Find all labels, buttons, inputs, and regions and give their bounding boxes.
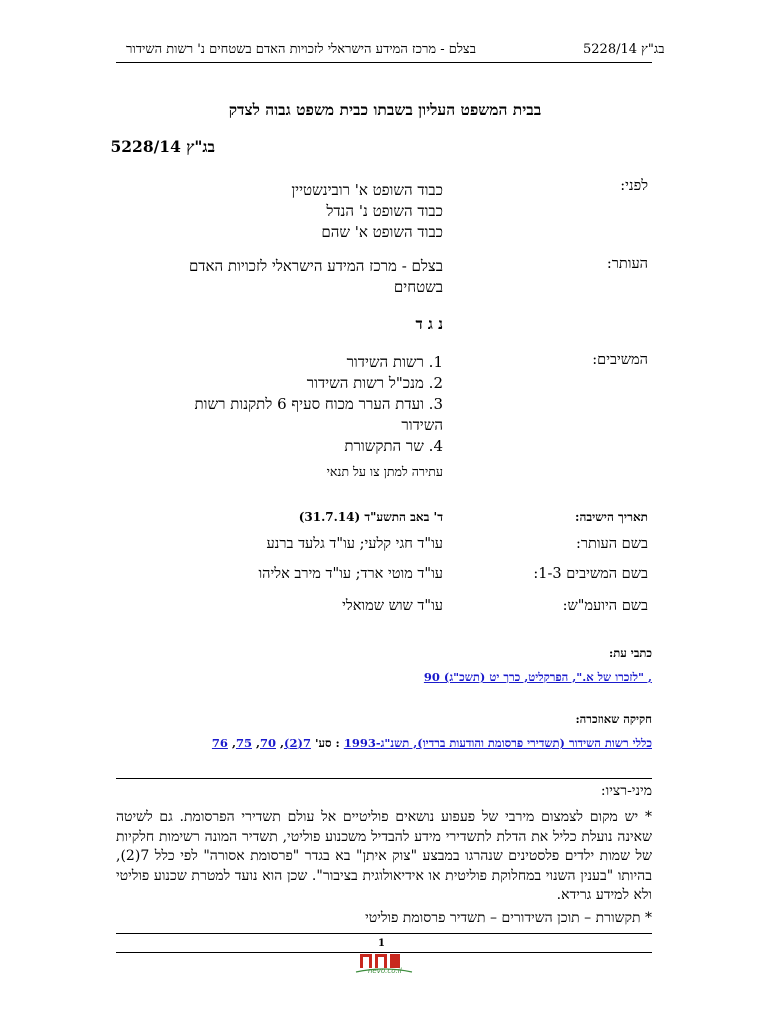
header-case-ref: בג"ץ 5228/14 bbox=[583, 42, 665, 57]
section-link-76[interactable]: 76 bbox=[211, 736, 228, 750]
nevo-logo-text: nevo.co.il bbox=[368, 967, 402, 975]
respondents-label: המשיבים: bbox=[592, 352, 648, 368]
respondent-4: 4. שר התקשורת bbox=[344, 437, 443, 455]
respondent-3-cont: השידור bbox=[401, 416, 443, 434]
versus: נ ג ד bbox=[415, 315, 443, 333]
literature-link[interactable]: , "לזכרו של א.", הפרקליט, כרך יט (תשכ"ג) 90 bbox=[423, 670, 652, 684]
for-petitioner-label: בשם העותר: bbox=[575, 536, 648, 552]
for-respondents-label: בשם המשיבים 1-3: bbox=[533, 566, 648, 582]
judge-3: כבוד השופט א' שהם bbox=[321, 223, 443, 241]
summary-top-rule bbox=[116, 778, 652, 779]
for-ag-label: בשם היועמ"ש: bbox=[562, 598, 648, 614]
for-petitioner-value: עו"ד חגי קלעי; עו"ד גלעד ברנע bbox=[266, 536, 443, 552]
summary-paragraph: * יש מקום לצמצום מירבי של פעפוע נושאים פוליטיים אל עולם תשדירי הפרסומת. גם לשיטה שאינה נועלת כליל את הדלת לתשדירי מידע להבדיל משכנוע פוליטי, תשדיר המונה רשימות חלקיות של שמות ילדים פלסטינים שנהרגו במבצע "צוק איתן" בא בגדר "פרסומת אסורה" לפי כלל 7(2), בהיותו "בענין השנוי במחלוקת פוליטית או אידיאולוגית בציבור". שכן הוא נועד למטרת שכנוע פוליטי ולא למידע גרידא. bbox=[116, 809, 652, 903]
respondent-2: 2. מנכ"ל רשות השידור bbox=[306, 374, 443, 392]
legislation-line: כללי רשות השידור (תשדירי פרסומת והודעות ברדיו), תשנ"ג-1993 : סע' 7(2), 70, 75, 76 bbox=[211, 736, 652, 750]
nevo-logo bbox=[354, 952, 414, 978]
judge-1: כבוד השופט א' רובינשטיין bbox=[291, 181, 443, 199]
judges-list bbox=[291, 180, 443, 243]
page-number: 1 bbox=[378, 938, 385, 949]
respondents-list bbox=[195, 352, 444, 457]
for-ag-value: עו"ד שוש שמואלי bbox=[342, 598, 443, 614]
sections-label: : סע' bbox=[314, 736, 340, 750]
for-respondents-value: עו"ד מוטי ארד; עו"ד מירב אליהו bbox=[258, 566, 443, 582]
case-number: בג"ץ 5228/14 bbox=[110, 137, 215, 156]
legislation-link[interactable]: כללי רשות השידור (תשדירי פרסומת והודעות ברדיו), תשנ"ג-1993 bbox=[343, 736, 652, 750]
literature-title: כתבי עת: bbox=[609, 646, 652, 660]
petitioner-label: העותר: bbox=[606, 256, 648, 272]
header-rule bbox=[116, 62, 652, 63]
petitioner-line-1: בצלם - מרכז המידע הישראלי לזכויות האדם bbox=[188, 257, 443, 275]
summary-title: מיני-רציו: bbox=[600, 783, 652, 799]
section-link-7-2[interactable]: 7(2) bbox=[284, 736, 311, 750]
before-label: לפני: bbox=[620, 178, 648, 194]
petitioner-name bbox=[189, 256, 443, 298]
respondent-1: 1. רשות השידור bbox=[346, 353, 443, 371]
header-parties: בצלם - מרכז המידע הישראלי לזכויות האדם בשטחים נ' רשות השידור bbox=[126, 42, 476, 57]
petition-type: עתירה למתן צו על תנאי bbox=[326, 464, 443, 479]
hearing-date-value: ד' באב התשע"ד (31.7.14) bbox=[298, 510, 443, 524]
court-title: בבית המשפט העליון בשבתו כבית משפט גבוה לצדק bbox=[228, 100, 542, 119]
respondent-3: 3. ועדת הערר מכוח סעיף 6 לתקנות רשות bbox=[194, 395, 443, 413]
hearing-date-label: תאריך הישיבה: bbox=[575, 510, 648, 524]
judge-2: כבוד השופט נ' הנדל bbox=[326, 202, 443, 220]
section-link-75[interactable]: 75 bbox=[235, 736, 252, 750]
legislation-title: חקיקה שאוזכרה: bbox=[575, 712, 652, 726]
section-link-70[interactable]: 70 bbox=[259, 736, 276, 750]
summary-keywords: * תקשורת – תוכן השידורים – תשדיר פרסומת פוליטי bbox=[365, 910, 652, 926]
petitioner-line-2: בשטחים bbox=[393, 278, 443, 296]
footer-rule-top bbox=[116, 933, 652, 934]
